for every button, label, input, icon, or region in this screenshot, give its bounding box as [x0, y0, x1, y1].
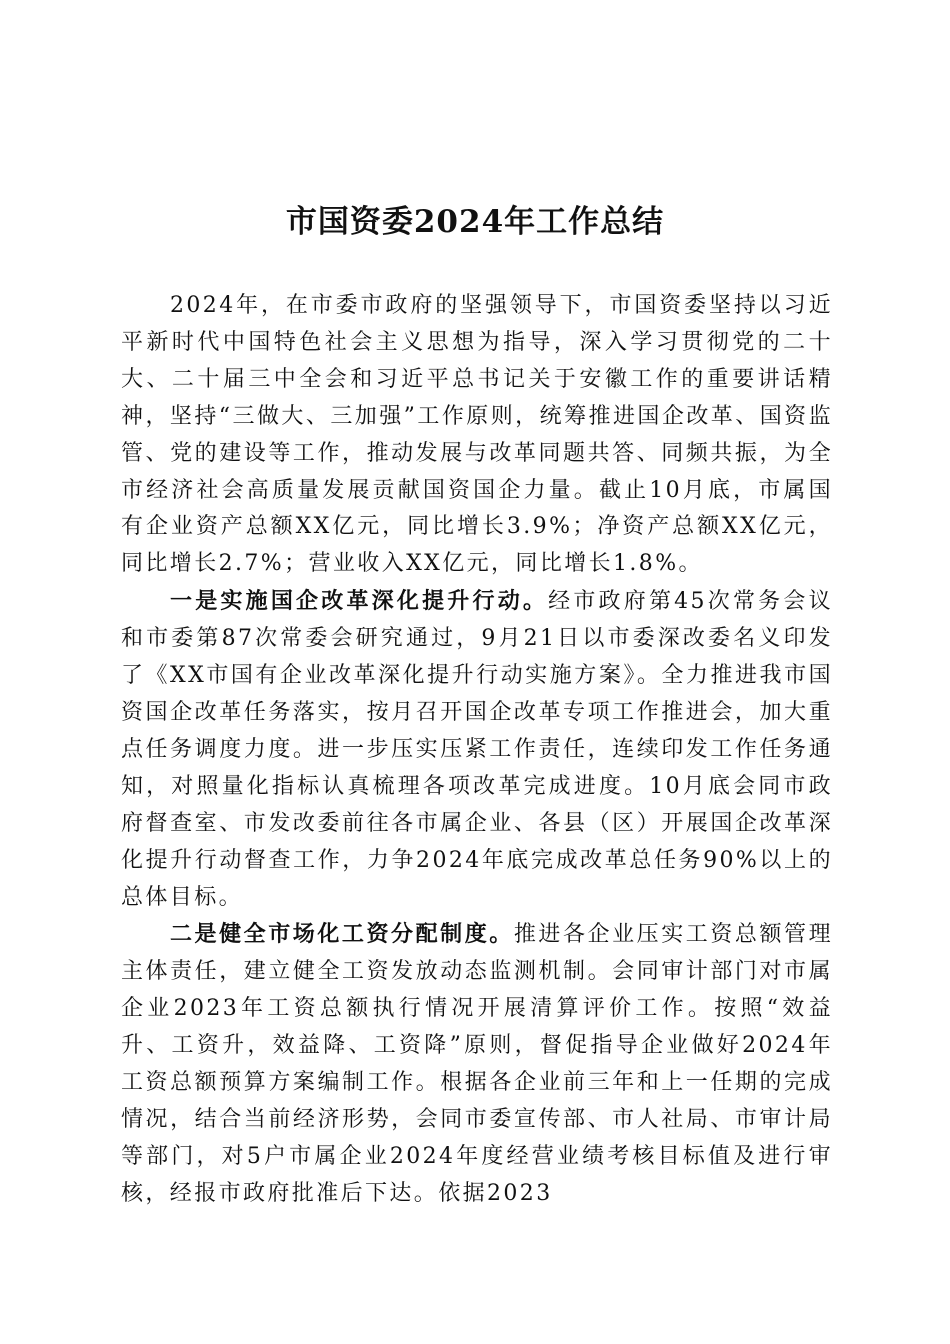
paragraph-text: 经市政府第45次常务会议和市委第87次常委会研究通过，9月21日以市委深改委名义印发了《XX市国有企业改革深化提升行动实施方案》。全力推进我市国资国企改革任务落实，按月召开国企改革专项工作推进会，加大重点任务调度力度。进一步压实压紧工作责任，连续印发工作任务通知，对照量化指标认真梳理各项改革完成进度。10月底会同市政府督查室、市发改委前往各市属企业、各县（区）开展国企改革深化提升行动督查工作，力争2024年底完成改革总任务90%以上的总体目标。: [121, 589, 833, 910]
document-body: [121, 288, 833, 1213]
paragraph-text: 推进各企业压实工资总额管理主体责任，建立健全工资发放动态监测机制。会同审计部门对市属企业2023年工资总额执行情况开展清算评价工作。按照“效益升、工资升，效益降、工资降”原则，督促指导企业做好2024年工资总额预算方案编制工作。根据各企业前三年和上一任期的完成情况，结合当前经济形势，会同市委宣传部、市人社局、市审计局等部门，对5户市属企业2024年度经营业绩考核目标值及进行审核，经报市政府批准后下达。依据2023: [121, 922, 833, 1206]
paragraph-lead: 一是实施国企改革深化提升行动。: [170, 588, 549, 615]
paragraph-text: 2024年，在市委市政府的坚强领导下，市国资委坚持以习近平新时代中国特色社会主义思想为指导，深入学习贯彻党的二十大、二十届三中全会和习近平总书记关于安徽工作的重要讲话精神，坚持“三做大、三加强”工作原则，统筹推进国企改革、国资监管、党的建设等工作，推动发展与改革同题共答、同频共振，为全市经济社会高质量发展贡献国资国企力量。截止10月底，市属国有企业资产总额XX亿元，同比增长3.9%；净资产总额XX亿元，同比增长2.7%；营业收入XX亿元，同比增长1.8%。: [121, 293, 833, 577]
paragraph-intro: [121, 288, 833, 583]
paragraph-wage-system: [121, 916, 833, 1212]
paragraph-lead: 二是健全市场化工资分配制度。: [170, 921, 514, 948]
paragraph-reform-action: [121, 583, 833, 916]
document-title: 市国资委2024年工作总结: [285, 204, 665, 240]
